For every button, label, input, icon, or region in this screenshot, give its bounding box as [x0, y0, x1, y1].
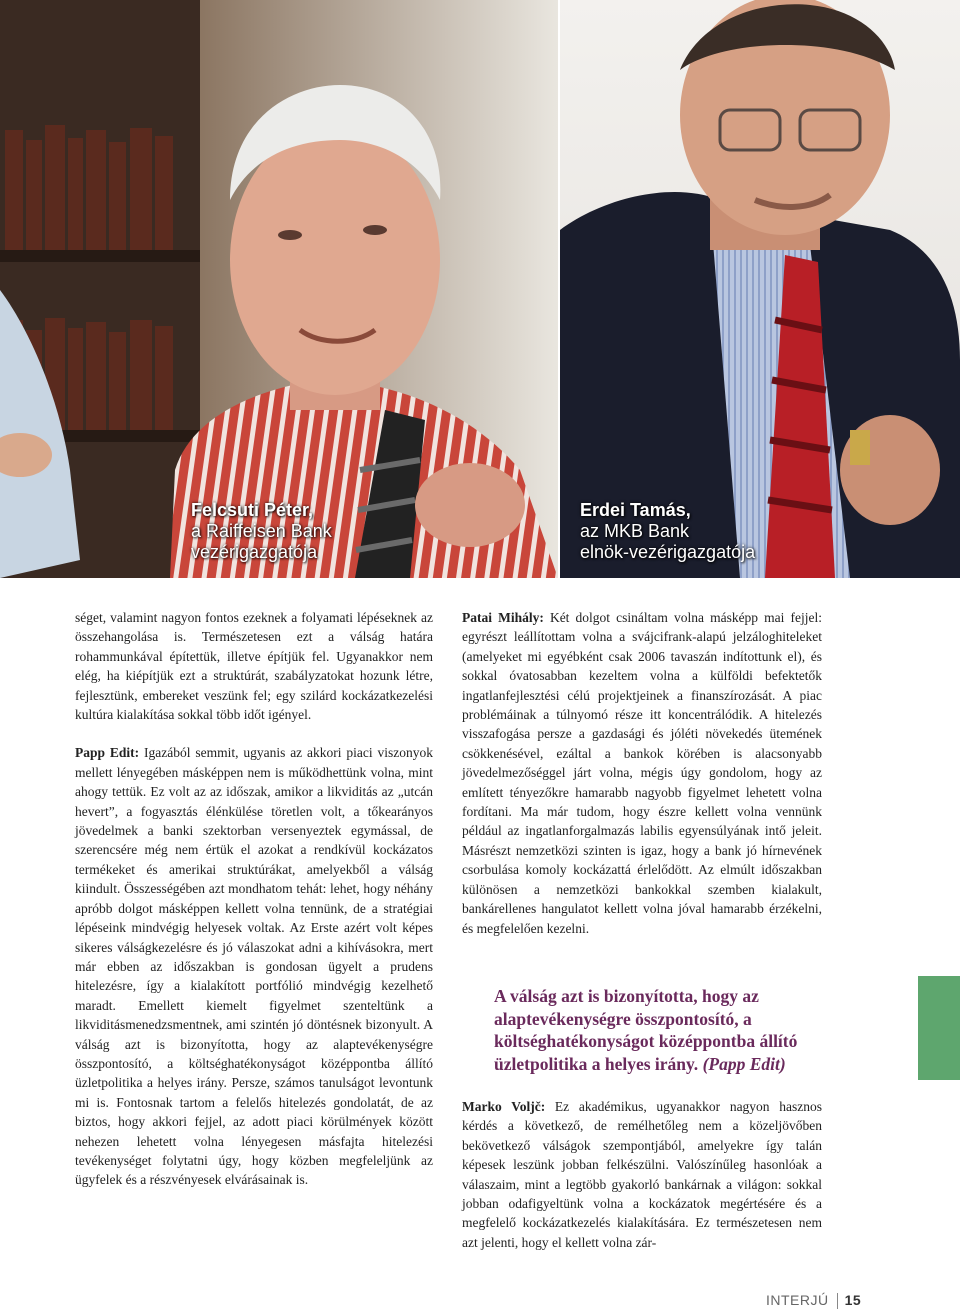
- paragraph-marko-voljc: [462, 1097, 822, 1252]
- answer-text: Igazából semmit, ugyanis az akkori piaci viszonyok mellett lényegében másképpen nem is működhettünk volna, mint ahogy tettük. Ez volt az az időszak, amikor a likviditás az „utcán hevert”, a fogyasztás élénkülése töretlen volt, a tőkearányos jövedelmek a banki szektorban versenyeztek egymással, de szerencsére még nem értük el azokat a rendkívül kockázatos termékeket és amerikai struktúrákat, amelyekből a válság kiindult. Összességében azt mondhatom tehát: lehet, hogy néhány apróbb dolgot másképpen kellett volna tennünk, de a stratégiai lépéseink mindvégig helyesek voltak. Az Erste azért volt képes sikeres válságkezelésre és jó válaszokat adni a kihívásokra, mert már ebben az időszakban is gondosan ügyelt a prudens hitelezésre, így a kialakított portfólió mindvégig kezelhető maradt. Emellett kiemelt figyelmet szenteltünk a likviditásmenedzsmentnek, ami szintén jó döntésnek bizonyult. A válság azt is bizonyította, hogy az alaptevékenységre összpontosító, a költséghatékonyságot középpontba állító üzletpolitika a helyes irány. Persze, számos tanulságot levontunk mi is. Fontosnak tartom a felelős hitelezés gondolatát, de az biztos, hogy akkori fejjel, az adott piaci körülmények között nehezen lehetett volna lényegesen másfajta hitelezési tevékenységet folytatni úgy, hogy közben megfeleljünk az ügyfelek és a részvényesek elvárásainak is.: [75, 745, 433, 1188]
- answer-text: Két dolgot csináltam volna másképp mai fejjel: egyrészt leállítottam volna a svájcifrank-alapú jelzáloghiteleket (amelyeket mi egyébként csak 2006 tavaszán indítottunk el), és sokkal óvatosabban kezeltem volna a külföldi befektetők ingatlanfejlesztési célú projektjeinek a finanszírozását. A piac problémáinak a túlnyomó része itt koncentrálódik. A hitelezés visszafogása persze a gazdasági és jóléti növekedés ütemének csökkenésével, ezáltal a bankok körében is alacsonyabb jövedelmezőséggel járt volna, mégis úgy gondolom, hogy az említett tényezőkre hamarabb nagyobb figyelmet lehetett volna fordítani. Ma már tudom, hogy észre kellett volna vennünk például az ingatlanforgalmazás labilis egyensúlyának intő jeleit. Másrészt nemzetközi szinten is igaz, hogy a bank jó hírnevének csorbulása komoly kockázattá érlelődött. Az elmúlt időszakban különösen a nemzetközi bankokkal szemben kialakult, bankárellenes hangulatot kellett volna jóval hamarabb érzékelni, és megfelelően kezelni.: [462, 610, 822, 936]
- page-footer: [766, 1292, 861, 1309]
- portrait-image: [560, 0, 960, 578]
- caption-felcsuti: [191, 500, 332, 563]
- right-text-column-lower: [462, 1097, 822, 1252]
- speaker-name: Patai Mihály:: [462, 610, 544, 625]
- pull-quote-attribution: (Papp Edit): [702, 1053, 786, 1074]
- speaker-name: Marko Voljč:: [462, 1099, 546, 1114]
- photo-erdei: [560, 0, 960, 578]
- caption-line: vezérigazgatója: [191, 542, 318, 562]
- caption-name: Erdei Tamás,: [580, 500, 691, 520]
- paragraph-papp-edit: [75, 743, 433, 1189]
- caption-line: az MKB Bank: [580, 521, 690, 541]
- footer-divider: [837, 1293, 838, 1309]
- caption-name: Felcsuti Péter,: [191, 500, 314, 520]
- section-tab: [918, 976, 960, 1080]
- paragraph: séget, valamint nagyon fontos ezeknek a folyamati lépéseknek az összehangolása is. Természetesen ezt a válság határa rohammunkával építettük, illetve építjük fel. Ugyanakkor nem elég, ha kiépítjük ezt a struktúrát, szabályzatokat hozunk létre, fejlesztünk, embereket veszünk fel; egy szilárd kockázatkezelési kultúra kialakítása sokkal több időt igényel.: [75, 610, 433, 723]
- caption-erdei: [580, 500, 755, 563]
- page-number: 15: [844, 1292, 862, 1308]
- photo-felcsuti: [0, 0, 558, 578]
- caption-line: a Raiffeisen Bank: [191, 521, 332, 541]
- speaker-name: Papp Edit:: [75, 745, 140, 761]
- pull-quote: [494, 985, 884, 1075]
- right-text-column: [462, 608, 822, 938]
- answer-text: Ez akadémikus, ugyanakkor nagyon hasznos kérdés a következő, de remélhetőleg nem a közeljövőben bekövetkező válságok szempontjából, amelyekre így talán képesek leszünk jobban felkészülni. Valószínűleg hasonlóak a válaszaim, mint a legtöbb gyakorló bankárnak a világon: sokkal jobban odafigyeltünk volna a kockázatok megértésére és a megfelelő kockázatkezelés kialakítására. Ez természetesen nem azt jelenti, hogy el kellett volna zár-: [462, 1099, 822, 1250]
- portrait-image: [0, 0, 558, 578]
- paragraph-patai-mihaly: [462, 608, 822, 938]
- section-label: INTERJÚ: [766, 1292, 829, 1308]
- caption-line: elnök-vezérigazgatója: [580, 542, 756, 562]
- pull-quote-text: A válság azt is bizonyította, hogy az alaptevékenységre összpontosító, a költséghatékonyságot középpontba állító üzletpolitika a helyes irány.: [494, 986, 798, 1074]
- left-text-column: [75, 608, 433, 1190]
